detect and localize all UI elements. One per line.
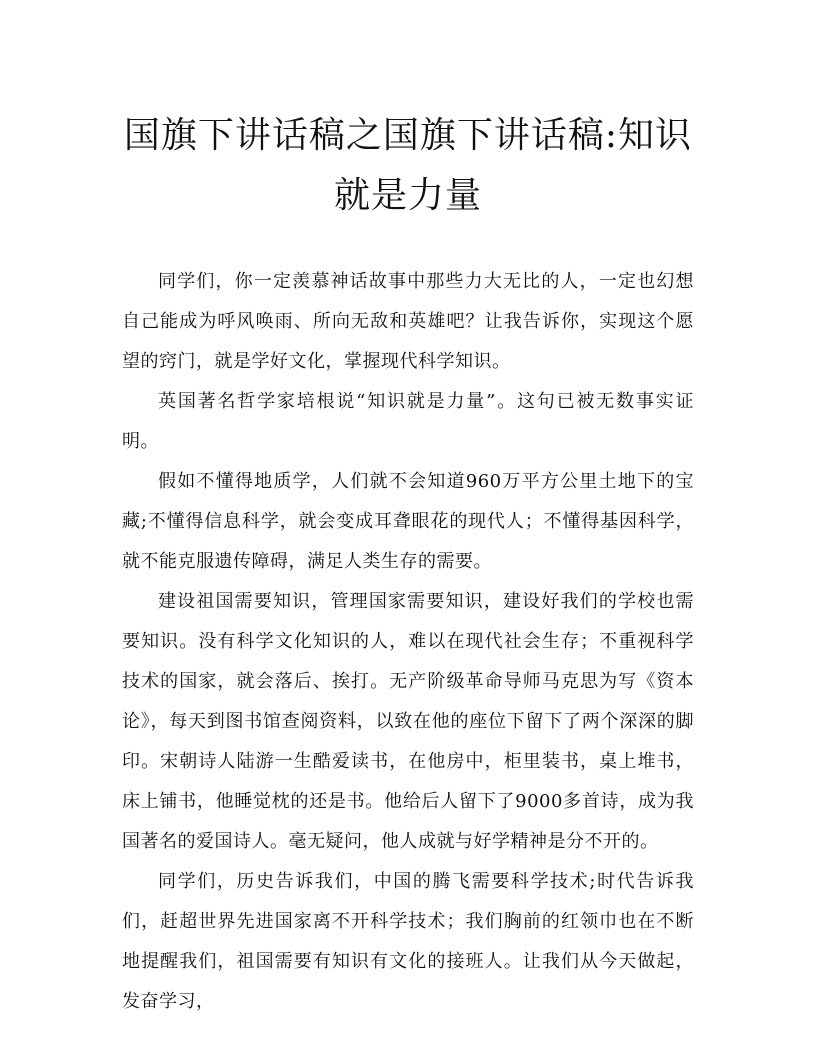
- document-body: [122, 262, 694, 1022]
- paragraph-bacon-quote: 英国著名哲学家培根说“知识就是力量”。这句已被无数事实证明。: [122, 391, 694, 452]
- paragraph-examples: 假如不懂得地质学，人们就不会知道960万平方公里土地下的宝藏;不懂得信息科学，就会变成耳聋眼花的现代人；不懂得基因科学，就不能克服遗传障碍，满足人类生存的需要。: [122, 471, 694, 572]
- paragraph-conclusion: 同学们，历史告诉我们，中国的腾飞需要科学技术;时代告诉我们，赶超世界先进国家离不开科学技术；我们胸前的红领巾也在不断地提醒我们，祖国需要有知识有文化的接班人。让我们从今天做起，发奋学习，: [122, 871, 694, 1012]
- paragraph-intro: 同学们，你一定羡慕神话故事中那些力大无比的人，一定也幻想自己能成为呼风唤雨、所向无敌和英雄吧？让我告诉你，实现这个愿望的窍门，就是学好文化，掌握现代科学知识。: [122, 271, 694, 372]
- paragraph-history: 建设祖国需要知识，管理国家需要知识，建设好我们的学校也需要知识。没有科学文化知识的人，难以在现代社会生存；不重视科学技术的国家，就会落后、挨打。无产阶级革命导师马克思为写《资本论》，每天到图书馆查阅资料，以致在他的座位下留下了两个深深的脚印。宋朝诗人陆游一生酷爱读书，在他房中，柜里装书，桌上堆书，床上铺书，他睡觉枕的还是书。他给后人留下了9000多首诗，成为我国著名的爱国诗人。毫无疑问，他人成就与好学精神是分不开的。: [122, 591, 694, 852]
- document-title: 国旗下讲话稿之国旗下讲话稿:知识就是力量: [123, 115, 693, 216]
